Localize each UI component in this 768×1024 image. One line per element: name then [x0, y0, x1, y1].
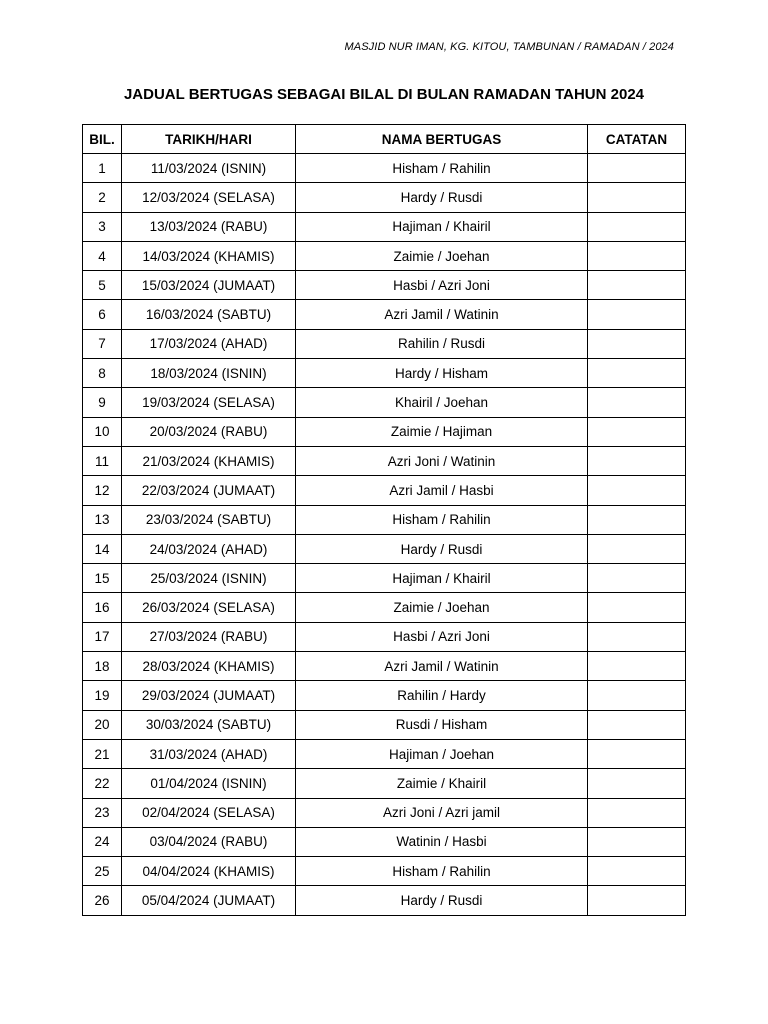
page-title: JADUAL BERTUGAS SEBAGAI BILAL DI BULAN RAMADAN TAHUN 2024 — [123, 86, 645, 103]
cell-nama-bertugas: Zaimie / Joehan — [296, 593, 588, 622]
cell-catatan — [588, 564, 686, 593]
cell-tarikh-hari: 12/03/2024 (SELASA) — [122, 183, 296, 212]
cell-tarikh-hari: 29/03/2024 (JUMAAT) — [122, 681, 296, 710]
cell-catatan — [588, 300, 686, 329]
cell-catatan — [588, 739, 686, 768]
table-row — [83, 798, 686, 827]
cell-bil: 15 — [83, 564, 122, 593]
cell-catatan — [588, 886, 686, 915]
table-row — [83, 212, 686, 241]
table-row — [83, 476, 686, 505]
cell-catatan — [588, 827, 686, 856]
cell-bil: 22 — [83, 769, 122, 798]
cell-tarikh-hari: 21/03/2024 (KHAMIS) — [122, 446, 296, 475]
table-row — [83, 329, 686, 358]
cell-tarikh-hari: 03/04/2024 (RABU) — [122, 827, 296, 856]
header-note: MASJID NUR IMAN, KG. KITOU, TAMBUNAN / RAMADAN / 2024 — [344, 41, 674, 53]
cell-tarikh-hari: 24/03/2024 (AHAD) — [122, 534, 296, 563]
cell-tarikh-hari: 18/03/2024 (ISNIN) — [122, 359, 296, 388]
cell-bil: 13 — [83, 505, 122, 534]
table-row — [83, 505, 686, 534]
cell-nama-bertugas: Azri Joni / Watinin — [296, 446, 588, 475]
cell-tarikh-hari: 17/03/2024 (AHAD) — [122, 329, 296, 358]
cell-tarikh-hari: 01/04/2024 (ISNIN) — [122, 769, 296, 798]
cell-bil: 9 — [83, 388, 122, 417]
cell-catatan — [588, 183, 686, 212]
cell-nama-bertugas: Hisham / Rahilin — [296, 857, 588, 886]
cell-catatan — [588, 857, 686, 886]
cell-catatan — [588, 534, 686, 563]
cell-catatan — [588, 271, 686, 300]
cell-catatan — [588, 505, 686, 534]
cell-catatan — [588, 476, 686, 505]
cell-bil: 24 — [83, 827, 122, 856]
column-header-bil: BIL. — [83, 125, 122, 154]
cell-catatan — [588, 154, 686, 183]
cell-nama-bertugas: Azri Jamil / Hasbi — [296, 476, 588, 505]
cell-catatan — [588, 359, 686, 388]
cell-catatan — [588, 769, 686, 798]
cell-nama-bertugas: Hasbi / Azri Joni — [296, 622, 588, 651]
table-header — [83, 125, 686, 154]
table-row — [83, 681, 686, 710]
cell-bil: 8 — [83, 359, 122, 388]
cell-nama-bertugas: Zaimie / Khairil — [296, 769, 588, 798]
duty-roster-table — [82, 124, 686, 916]
cell-bil: 18 — [83, 652, 122, 681]
cell-catatan — [588, 593, 686, 622]
cell-nama-bertugas: Azri Jamil / Watinin — [296, 300, 588, 329]
cell-nama-bertugas: Hajiman / Khairil — [296, 212, 588, 241]
cell-catatan — [588, 652, 686, 681]
cell-nama-bertugas: Hajiman / Khairil — [296, 564, 588, 593]
cell-nama-bertugas: Hasbi / Azri Joni — [296, 271, 588, 300]
cell-tarikh-hari: 16/03/2024 (SABTU) — [122, 300, 296, 329]
cell-nama-bertugas: Rahilin / Rusdi — [296, 329, 588, 358]
cell-bil: 14 — [83, 534, 122, 563]
cell-nama-bertugas: Azri Joni / Azri jamil — [296, 798, 588, 827]
cell-bil: 3 — [83, 212, 122, 241]
column-header-tarikh-hari: TARIKH/HARI — [122, 125, 296, 154]
cell-catatan — [588, 417, 686, 446]
table-row — [83, 622, 686, 651]
cell-tarikh-hari: 30/03/2024 (SABTU) — [122, 710, 296, 739]
table-row — [83, 300, 686, 329]
cell-tarikh-hari: 26/03/2024 (SELASA) — [122, 593, 296, 622]
cell-tarikh-hari: 13/03/2024 (RABU) — [122, 212, 296, 241]
cell-tarikh-hari: 23/03/2024 (SABTU) — [122, 505, 296, 534]
cell-tarikh-hari: 20/03/2024 (RABU) — [122, 417, 296, 446]
table-row — [83, 710, 686, 739]
table-row — [83, 154, 686, 183]
cell-bil: 1 — [83, 154, 122, 183]
table-row — [83, 652, 686, 681]
cell-tarikh-hari: 14/03/2024 (KHAMIS) — [122, 241, 296, 270]
table-header-row — [83, 125, 686, 154]
cell-bil: 26 — [83, 886, 122, 915]
cell-bil: 21 — [83, 739, 122, 768]
table-row — [83, 886, 686, 915]
cell-nama-bertugas: Hardy / Rusdi — [296, 183, 588, 212]
cell-tarikh-hari: 28/03/2024 (KHAMIS) — [122, 652, 296, 681]
cell-bil: 11 — [83, 446, 122, 475]
table-row — [83, 534, 686, 563]
cell-bil: 12 — [83, 476, 122, 505]
cell-catatan — [588, 212, 686, 241]
table-row — [83, 769, 686, 798]
cell-tarikh-hari: 05/04/2024 (JUMAAT) — [122, 886, 296, 915]
cell-catatan — [588, 241, 686, 270]
cell-tarikh-hari: 22/03/2024 (JUMAAT) — [122, 476, 296, 505]
cell-bil: 10 — [83, 417, 122, 446]
cell-bil: 6 — [83, 300, 122, 329]
cell-nama-bertugas: Zaimie / Hajiman — [296, 417, 588, 446]
table-row — [83, 359, 686, 388]
cell-catatan — [588, 681, 686, 710]
cell-nama-bertugas: Hisham / Rahilin — [296, 505, 588, 534]
cell-bil: 19 — [83, 681, 122, 710]
cell-nama-bertugas: Rahilin / Hardy — [296, 681, 588, 710]
cell-tarikh-hari: 31/03/2024 (AHAD) — [122, 739, 296, 768]
cell-catatan — [588, 446, 686, 475]
cell-nama-bertugas: Watinin / Hasbi — [296, 827, 588, 856]
table-row — [83, 827, 686, 856]
cell-bil: 17 — [83, 622, 122, 651]
cell-catatan — [588, 388, 686, 417]
table-row — [83, 564, 686, 593]
column-header-nama-bertugas: NAMA BERTUGAS — [296, 125, 588, 154]
cell-bil: 2 — [83, 183, 122, 212]
cell-nama-bertugas: Hardy / Rusdi — [296, 886, 588, 915]
cell-nama-bertugas: Rusdi / Hisham — [296, 710, 588, 739]
table-row — [83, 446, 686, 475]
cell-catatan — [588, 710, 686, 739]
cell-bil: 5 — [83, 271, 122, 300]
cell-tarikh-hari: 15/03/2024 (JUMAAT) — [122, 271, 296, 300]
cell-bil: 20 — [83, 710, 122, 739]
cell-bil: 25 — [83, 857, 122, 886]
cell-nama-bertugas: Hardy / Hisham — [296, 359, 588, 388]
table-row — [83, 739, 686, 768]
cell-nama-bertugas: Hisham / Rahilin — [296, 154, 588, 183]
cell-nama-bertugas: Hajiman / Joehan — [296, 739, 588, 768]
table-row — [83, 241, 686, 270]
column-header-catatan: CATATAN — [588, 125, 686, 154]
table-row — [83, 593, 686, 622]
cell-tarikh-hari: 11/03/2024 (ISNIN) — [122, 154, 296, 183]
cell-nama-bertugas: Azri Jamil / Watinin — [296, 652, 588, 681]
cell-catatan — [588, 622, 686, 651]
cell-bil: 16 — [83, 593, 122, 622]
table-body — [83, 154, 686, 916]
cell-tarikh-hari: 27/03/2024 (RABU) — [122, 622, 296, 651]
cell-nama-bertugas: Zaimie / Joehan — [296, 241, 588, 270]
cell-bil: 23 — [83, 798, 122, 827]
cell-tarikh-hari: 19/03/2024 (SELASA) — [122, 388, 296, 417]
table-row — [83, 857, 686, 886]
cell-tarikh-hari: 02/04/2024 (SELASA) — [122, 798, 296, 827]
cell-bil: 7 — [83, 329, 122, 358]
table-row — [83, 183, 686, 212]
cell-nama-bertugas: Hardy / Rusdi — [296, 534, 588, 563]
cell-bil: 4 — [83, 241, 122, 270]
table-row — [83, 417, 686, 446]
table-row — [83, 388, 686, 417]
cell-tarikh-hari: 25/03/2024 (ISNIN) — [122, 564, 296, 593]
table-row — [83, 271, 686, 300]
cell-catatan — [588, 798, 686, 827]
cell-nama-bertugas: Khairil / Joehan — [296, 388, 588, 417]
cell-catatan — [588, 329, 686, 358]
cell-tarikh-hari: 04/04/2024 (KHAMIS) — [122, 857, 296, 886]
